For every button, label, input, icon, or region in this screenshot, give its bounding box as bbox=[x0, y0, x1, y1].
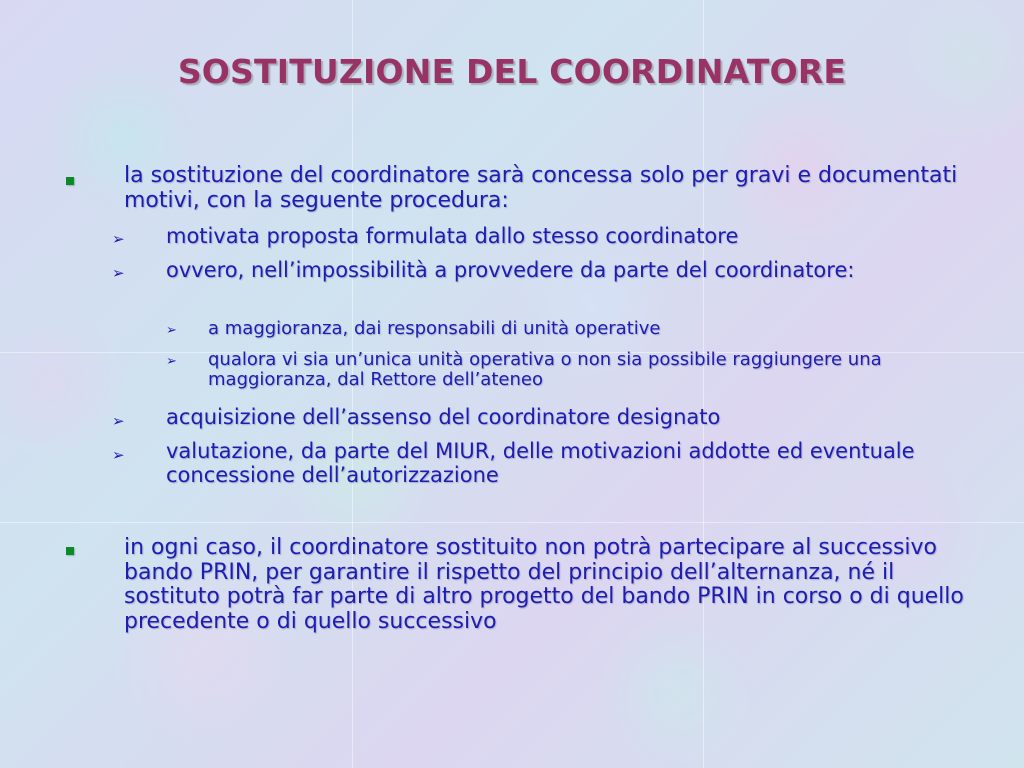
sub-sub-bullet-1-text: a maggioranza, dai responsabili di unità operative bbox=[208, 318, 661, 339]
background-tile-seam bbox=[0, 522, 1024, 523]
slide-title: SOSTITUZIONE DEL COORDINATORE bbox=[177, 52, 847, 91]
square-bullet-icon bbox=[66, 177, 74, 185]
sub-bullet-4-text: valutazione, da parte del MIUR, delle motivazioni addotte ed eventuale concessione dell’autorizzazione bbox=[166, 439, 915, 487]
bullet-1-text: la sostituzione del coordinatore sarà concessa solo per gravi e documentati motivi, con la seguente procedura: bbox=[124, 163, 958, 213]
arrow-bullet-icon: ➢ bbox=[112, 230, 125, 248]
arrow-bullet-icon: ➢ bbox=[112, 446, 125, 464]
arrow-bullet-icon: ➢ bbox=[112, 264, 125, 282]
sub-bullet-3-text: acquisizione dell’assenso del coordinatore designato bbox=[166, 405, 721, 429]
arrow-bullet-icon: ➢ bbox=[166, 354, 177, 369]
sub-bullet-2-text: ovvero, nell’impossibilità a provvedere da parte del coordinatore: bbox=[166, 258, 855, 282]
sub-bullet-1-text: motivata proposta formulata dallo stesso coordinatore bbox=[166, 224, 739, 248]
sub-sub-bullet-2-text: qualora vi sia un’unica unità operativa o non sia possibile raggiungere una maggioranza, dal Rettore dell’ateneo bbox=[208, 349, 882, 391]
square-bullet-icon bbox=[66, 547, 74, 555]
arrow-bullet-icon: ➢ bbox=[112, 412, 125, 430]
arrow-bullet-icon: ➢ bbox=[166, 323, 177, 338]
bullet-2-text: in ogni caso, il coordinatore sostituito non potrà partecipare al successivo bando PRIN, per garantire il rispetto del principio dell’alternanza, né il sostituto potrà far parte di altro progetto del bando PRIN in corso o di quello precedente o di quello successivo bbox=[124, 535, 964, 634]
